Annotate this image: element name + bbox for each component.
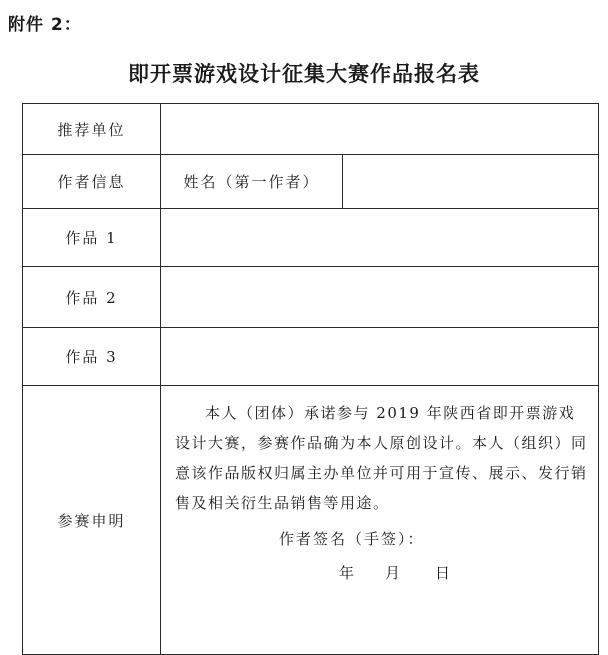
date-line	[175, 560, 588, 586]
declare-statement: 本人（团体）承诺参与 2019 年陕西省即开票游戏设计大赛，参赛作品确为本人原创设计。本人（组织）同意该作品版权归属主办单位并可用于宣传、展示、发行销售及相关衍生品销售等用途。	[175, 404, 588, 512]
author-name-label: 姓名（第一作者）	[161, 155, 343, 209]
recommend-input-cell[interactable]	[161, 104, 599, 155]
recommend-row	[23, 104, 599, 155]
date-year-label: 年	[339, 564, 357, 582]
attachment-label: 附件 2：	[8, 15, 82, 35]
work3-label: 作品 3	[23, 328, 161, 386]
recommend-label: 推荐单位	[23, 104, 161, 155]
work2-input-cell[interactable]	[161, 267, 599, 328]
signature-label: 作者签名（手签）：	[279, 530, 425, 548]
work2-label: 作品 2	[23, 267, 161, 328]
author-name-input-cell[interactable]	[343, 155, 599, 209]
date-month-label: 月	[385, 564, 403, 582]
form-title: 即开票游戏设计征集大赛作品报名表	[128, 62, 480, 86]
work3-input-cell[interactable]	[161, 328, 599, 386]
work2-row	[23, 267, 599, 328]
date-day-label: 日	[435, 564, 453, 582]
registration-form-table	[22, 103, 599, 655]
declare-label: 参赛申明	[23, 386, 161, 655]
author-label: 作者信息	[23, 155, 161, 209]
work1-row	[23, 209, 599, 267]
declare-row	[23, 386, 599, 655]
work1-input-cell[interactable]	[161, 209, 599, 267]
work3-row	[23, 328, 599, 386]
declare-content-cell	[161, 386, 599, 655]
work1-label: 作品 1	[23, 209, 161, 267]
author-row	[23, 155, 599, 209]
